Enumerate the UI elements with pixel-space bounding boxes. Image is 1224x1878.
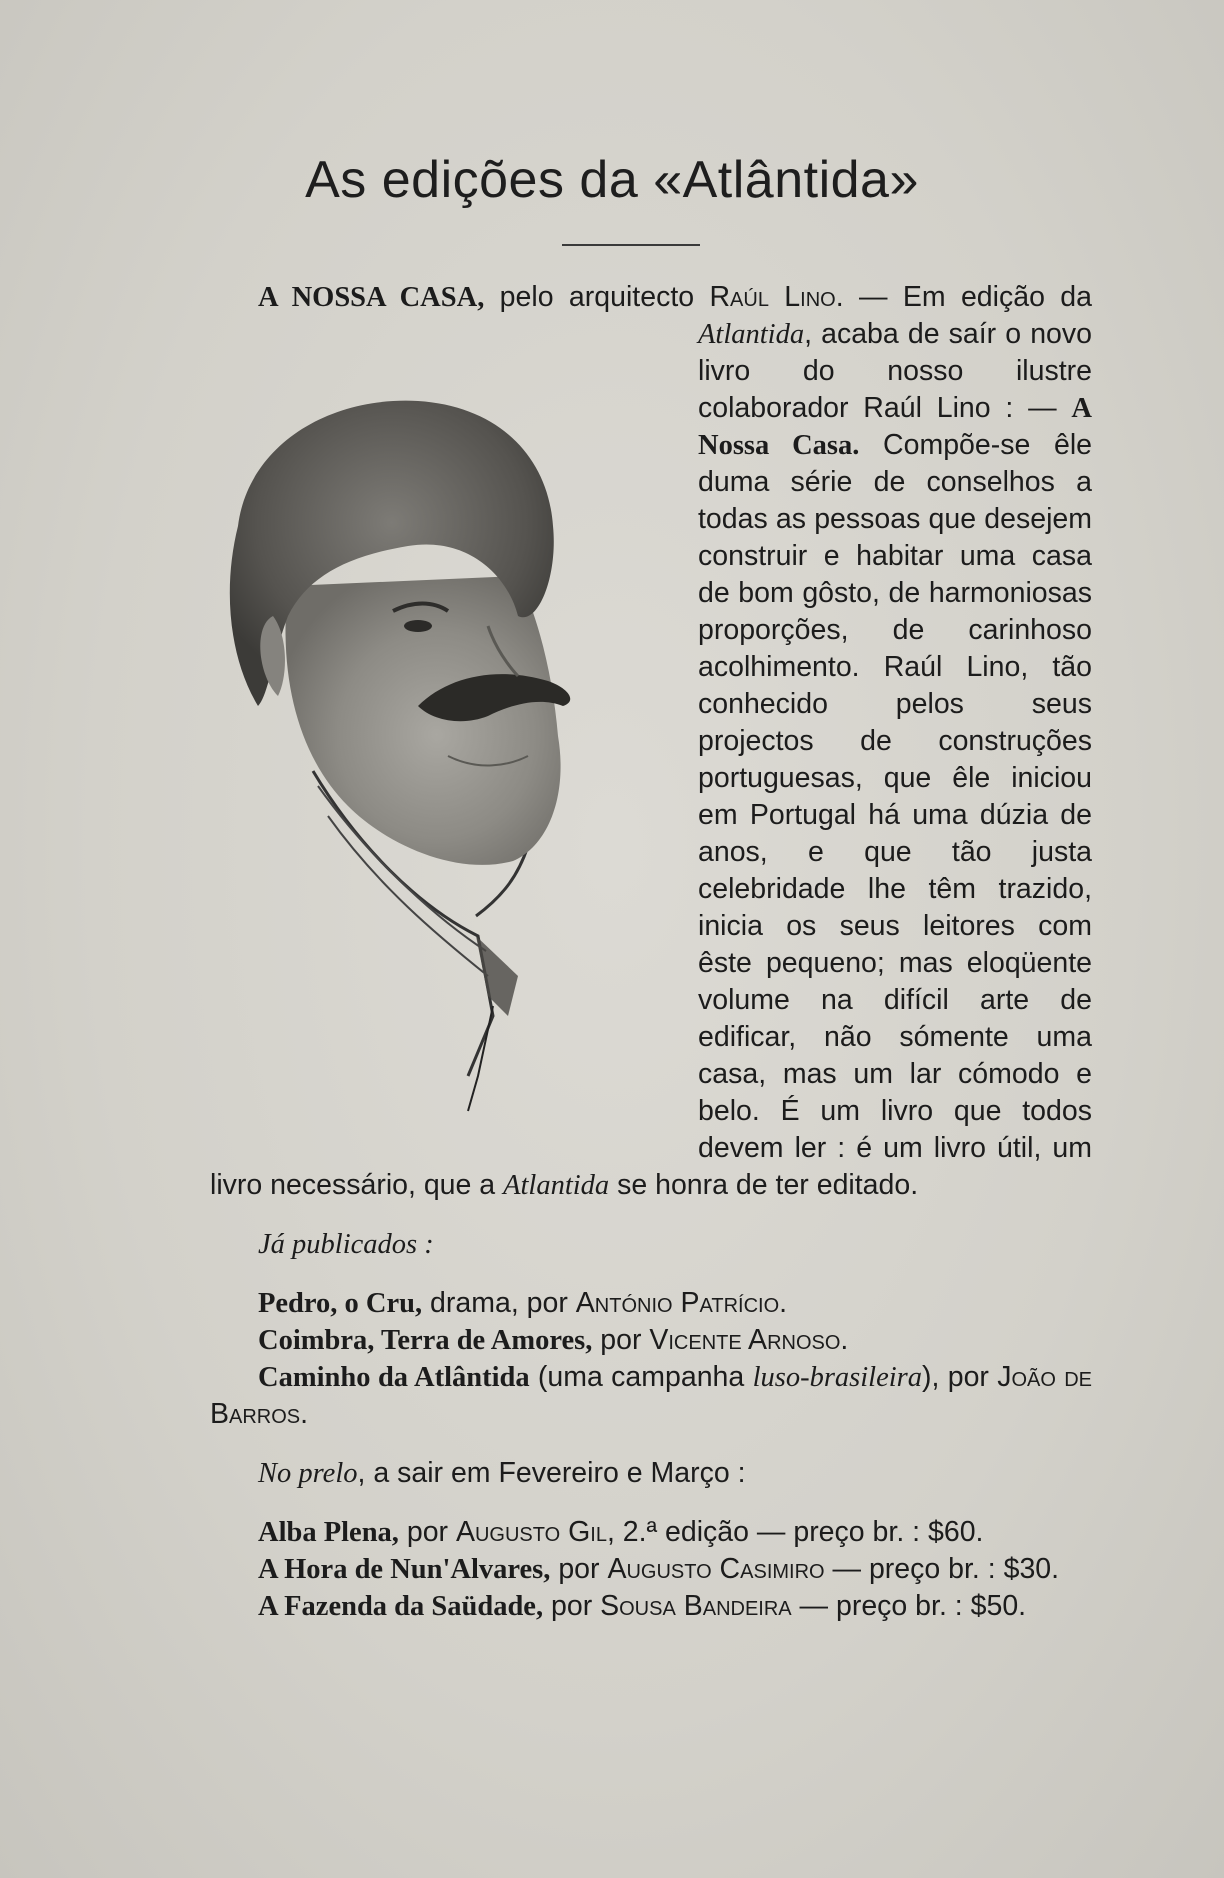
article-heading: A NOSSA CASA, (258, 282, 485, 313)
book-desc: — preço br. : $30. (824, 1553, 1060, 1585)
in-press-item (210, 1551, 1092, 1588)
book-title: A Hora de Nun'Alvares, (258, 1554, 551, 1585)
book-author: Augusto Gil (455, 1516, 607, 1548)
book-title: Alba Plena, (258, 1517, 399, 1548)
book-desc: , 2.ª edição — preço br. : $60. (606, 1516, 984, 1548)
book-desc: por (592, 1324, 650, 1356)
book-title: Caminho da Atlântida (258, 1362, 530, 1393)
article-author: Raúl Lino (709, 281, 836, 313)
published-item (210, 1359, 1092, 1433)
publisher-name: Atlantida (698, 319, 805, 350)
book-desc: (uma campanha (529, 1361, 753, 1393)
book-author: António Patrício (575, 1287, 780, 1319)
book-desc: — preço br. : $50. (791, 1590, 1027, 1622)
page-title: As edições da «Atlântida» (305, 151, 919, 209)
publisher-name: Atlantida (503, 1170, 610, 1201)
in-press-item (210, 1514, 1092, 1551)
in-press-item (210, 1588, 1092, 1625)
in-press-label-text: , a sair em Fevereiro e Março : (357, 1457, 746, 1489)
portrait-space (210, 316, 698, 1156)
book-desc: por (543, 1590, 601, 1622)
book-author: João de Barros (210, 1361, 1093, 1430)
book-desc: por (398, 1516, 456, 1548)
article-paragraph (210, 279, 1092, 1204)
article-text: pelo arquitecto (484, 281, 710, 313)
published-item (210, 1285, 1092, 1322)
book-author: Vicente Arnoso (649, 1324, 841, 1356)
book-author: Sousa Bandeira (600, 1590, 792, 1622)
book-desc: ), por (922, 1361, 998, 1393)
article-text: Compõe-se êle duma série de conselhos a todas as pessoas que desejem construir e habitar uma casa de bom gôsto, de harmoniosas proporções, de carinhoso acolhimento. Raúl Lino, tão conhecido pelos seus projectos de construções portuguesas, que êle iniciou em Portugal há uma dúzia de anos, e que tão justa celebridade lhe têm trazido, inicia os seus leitores com êste pequeno; mas eloqüente volume na difícil arte de edificar, não sómente uma casa, mas um lar cómodo e belo. É um livro que todos devem ler : é um livro útil, um livro necessário, que a (210, 429, 1093, 1201)
book-desc: drama, por (422, 1287, 576, 1319)
published-label: Já publicados : (258, 1229, 434, 1260)
book-desc: . (779, 1287, 788, 1319)
title-divider (562, 244, 700, 246)
article-text: , acaba de saír o novo livro do nosso ilustre colaborador Raúl Lino : — (698, 318, 1092, 424)
book-desc: por (550, 1553, 608, 1585)
book-title: A Nossa Casa. (698, 393, 1092, 461)
in-press-label (210, 1455, 1092, 1492)
book-author: Augusto Casimiro (607, 1553, 825, 1585)
book-desc: . (840, 1324, 849, 1356)
book-title: A Fazenda da Saüdade, (258, 1591, 544, 1622)
book-title: Pedro, o Cru, (258, 1288, 423, 1319)
book-title: Coimbra, Terra de Amores, (258, 1325, 593, 1356)
main-text (210, 279, 1092, 1625)
article-text: se honra de ter editado. (609, 1169, 919, 1201)
in-press-label-italic: No prelo (258, 1458, 358, 1489)
book-desc: luso-brasileira (752, 1362, 922, 1393)
article-text: . — Em edição da (835, 281, 1092, 313)
book-desc: . (300, 1398, 309, 1430)
published-item (210, 1322, 1092, 1359)
